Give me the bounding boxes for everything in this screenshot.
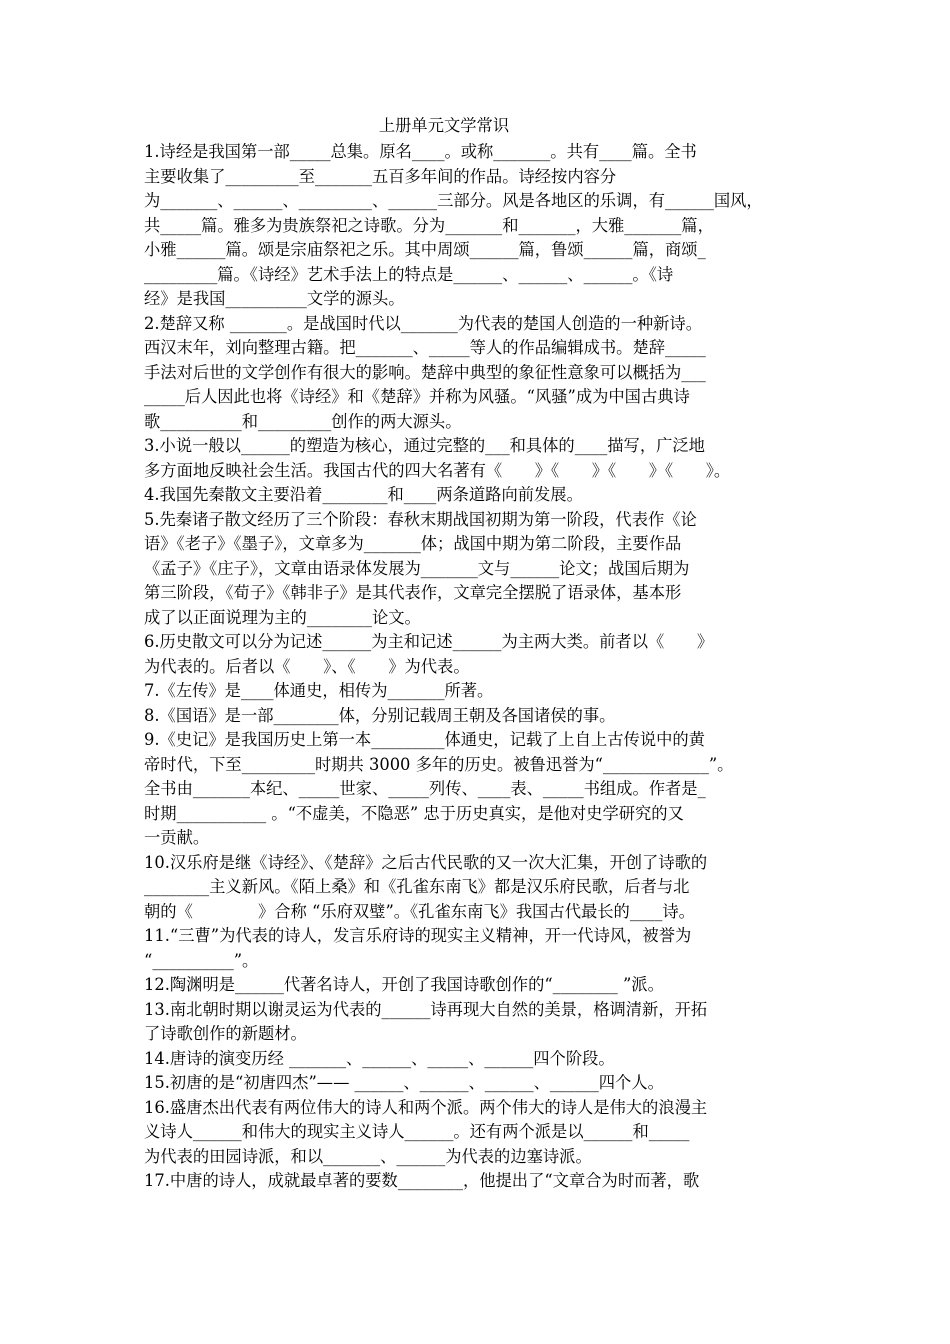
text-line bbox=[144, 851, 808, 876]
text-line bbox=[144, 802, 808, 827]
text-line-content: 为_______、______、_________、______三部分。风是各地区的乐调，有______国风， bbox=[144, 191, 763, 210]
text-line-content: _________篇。《诗经》艺术手法上的特点是______、______、______。《诗 bbox=[144, 264, 674, 284]
text-line bbox=[144, 140, 808, 165]
text-line bbox=[144, 165, 808, 190]
text-line-content: 3.小说一般以______的塑造为核心，通过完整的___和具体的____描写，广泛地 bbox=[144, 436, 705, 455]
text-line-content: 语》《老子》《墨子》，文章多为_______体；战国中期为第二阶段，主要作品 bbox=[144, 534, 682, 553]
text-line-content: 主要收集了_________至_______五百多年间的作品。诗经按内容分 bbox=[144, 166, 617, 186]
text-line-content: 时期___________ 。“不虚美，不隐恶” 忠于历史真实，是他对史学研究的又 bbox=[144, 803, 684, 823]
document-body bbox=[144, 140, 808, 1194]
text-line-content: 小雅______篇。颂是宗庙祭祀之乐。其中周颂______篇，鲁颂______篇，商颂_ bbox=[144, 240, 706, 259]
text-line bbox=[144, 655, 808, 680]
text-line-content: 16.盛唐杰出代表有两位伟大的诗人和两个派。两个伟大的诗人是伟大的浪漫主 bbox=[144, 1097, 708, 1117]
text-line-content: 帝时代，下至_________时期共 3000 多年的历史。被鲁迅誉为“_____________”。 bbox=[144, 754, 734, 774]
text-line bbox=[144, 189, 808, 214]
text-line-content: 13.南北朝时期以谢灵运为代表的______诗再现大自然的美景，格调清新，开拓 bbox=[144, 999, 708, 1019]
text-line bbox=[144, 336, 808, 361]
text-line bbox=[144, 949, 808, 974]
text-line-content: 15.初唐的是“初唐四杰”—— ______、______、______、______四个人。 bbox=[144, 1073, 664, 1092]
text-line bbox=[144, 1120, 808, 1145]
text-line bbox=[144, 728, 808, 753]
text-line-content: 多方面地反映社会生活。我国古代的四大名著有《 》《 》《 》《 》。 bbox=[144, 460, 731, 480]
text-line bbox=[144, 459, 808, 484]
text-line-content: _____后人因此也将《诗经》和《楚辞》并称为风骚。“风骚”成为中国古典诗 bbox=[144, 387, 690, 406]
text-line bbox=[144, 924, 808, 949]
text-line-content: 10.汉乐府是继《诗经》、《楚辞》之后古代民歌的又一次大汇集，开创了诗歌的 bbox=[144, 852, 708, 872]
text-line-content: 1.诗经是我国第一部_____总集。原名____。或称_______。共有____篇。全书 bbox=[144, 142, 697, 161]
text-line bbox=[144, 581, 808, 606]
text-line-content: 12.陶渊明是______代著名诗人，开创了我国诗歌创作的“________ ”派。 bbox=[144, 975, 664, 994]
text-line-content: “__________”。 bbox=[144, 950, 259, 970]
text-line-content: 共_____篇。雅多为贵族祭祀之诗歌。分为_______和_______，大雅_______篇， bbox=[144, 215, 714, 235]
text-line-content: ________主义新风。《陌上桑》和《孔雀东南飞》都是汉乐府民歌，后者与北 bbox=[144, 877, 690, 896]
text-line-content: 9.《史记》是我国历史上第一本_________体通史，记载了上自上古传说中的黄 bbox=[144, 730, 705, 749]
text-line bbox=[144, 312, 808, 337]
text-line-content: 为代表的。后者以《 》、《 》为代表。 bbox=[144, 656, 470, 676]
text-line bbox=[144, 434, 808, 459]
text-line-content: 2.楚辞又称 _______。是战国时代以_______为代表的楚国人创造的一种新诗。 bbox=[144, 313, 702, 333]
text-line bbox=[144, 973, 808, 998]
text-line bbox=[144, 1022, 808, 1047]
text-line-content: 11.“三曹”为代表的诗人，发言乐府诗的现实主义精神，开一代诗风，被誉为 bbox=[144, 926, 692, 945]
text-line-content: 义诗人______和伟大的现实主义诗人______。还有两个派是以______和_____ bbox=[144, 1122, 690, 1141]
text-line bbox=[144, 630, 808, 655]
document-page bbox=[144, 112, 808, 1194]
text-line bbox=[144, 679, 808, 704]
text-line bbox=[144, 1047, 808, 1072]
text-line bbox=[144, 214, 808, 239]
text-line bbox=[144, 753, 808, 778]
text-line-content: 6.历史散文可以分为记述______为主和记述______为主两大类。前者以《 》 bbox=[144, 632, 714, 651]
text-line bbox=[144, 606, 808, 631]
text-line-content: 一贡献。 bbox=[144, 828, 210, 847]
text-line-content: 歌__________和_________创作的两大源头。 bbox=[144, 411, 462, 431]
text-line bbox=[144, 900, 808, 925]
text-line bbox=[144, 1071, 808, 1096]
text-line bbox=[144, 508, 808, 533]
text-line-content: 手法对后世的文学创作有很大的影响。楚辞中典型的象征性意象可以概括为___ bbox=[144, 362, 706, 382]
text-line-content: 5.先秦诸子散文经历了三个阶段：春秋末期战国初期为第一阶段，代表作《论 bbox=[144, 509, 697, 529]
text-line bbox=[144, 1169, 808, 1194]
text-line bbox=[144, 238, 808, 263]
text-line-content: 8.《国语》是一部________体，分别记载周王朝及各国诸侯的事。 bbox=[144, 705, 616, 725]
text-line-content: 为代表的田园诗派，和以_______、______为代表的边塞诗派。 bbox=[144, 1146, 592, 1166]
text-line-content: 14.唐诗的演变历经 _______、______、_____、______四个阶段。 bbox=[144, 1048, 615, 1068]
text-line bbox=[144, 998, 808, 1023]
text-line bbox=[144, 483, 808, 508]
text-line bbox=[144, 361, 808, 386]
text-line bbox=[144, 287, 808, 312]
text-line bbox=[144, 1145, 808, 1170]
text-line-content: 《孟子》《庄子》，文章由语录体发展为_______文与______论文；战国后期为 bbox=[144, 558, 690, 578]
text-line-content: 7.《左传》是____体通史，相传为_______所著。 bbox=[144, 681, 494, 700]
text-line bbox=[144, 826, 808, 851]
text-line bbox=[144, 1096, 808, 1121]
text-line-content: 第三阶段，《荀子》《韩非子》是其代表作，文章完全摆脱了语录体，基本形 bbox=[144, 583, 682, 602]
text-line bbox=[144, 532, 808, 557]
text-line-content: 全书由_______本纪、_____世家、_____列传、____表、_____书组成。作者是_ bbox=[144, 779, 706, 798]
text-line-content: 成了以正面说理为主的________论文。 bbox=[144, 607, 421, 627]
text-line-content: 朝的《 》合称 “乐府双璧”。《孔雀东南飞》我国古代最长的____诗。 bbox=[144, 901, 695, 921]
text-line bbox=[144, 777, 808, 802]
text-line bbox=[144, 263, 808, 288]
text-line-content: 17.中唐的诗人，成就最卓著的要数________，他提出了“文章合为时而著，歌 bbox=[144, 1171, 700, 1190]
text-line bbox=[144, 875, 808, 900]
text-line bbox=[144, 385, 808, 410]
text-line bbox=[144, 704, 808, 729]
text-line-content: 经》是我国__________文学的源头。 bbox=[144, 289, 405, 308]
text-line bbox=[144, 557, 808, 582]
text-line-content: 西汉末年，刘向整理古籍。把_______、_____等人的作品编辑成书。楚辞_____ bbox=[144, 338, 706, 357]
document-title: 上册单元文学常识 bbox=[378, 116, 510, 135]
text-line-content: 了诗歌创作的新题材。 bbox=[144, 1024, 307, 1043]
text-line-content: 4.我国先秦散文主要沿着________和____两条道路向前发展。 bbox=[144, 485, 583, 504]
text-line bbox=[144, 410, 808, 435]
